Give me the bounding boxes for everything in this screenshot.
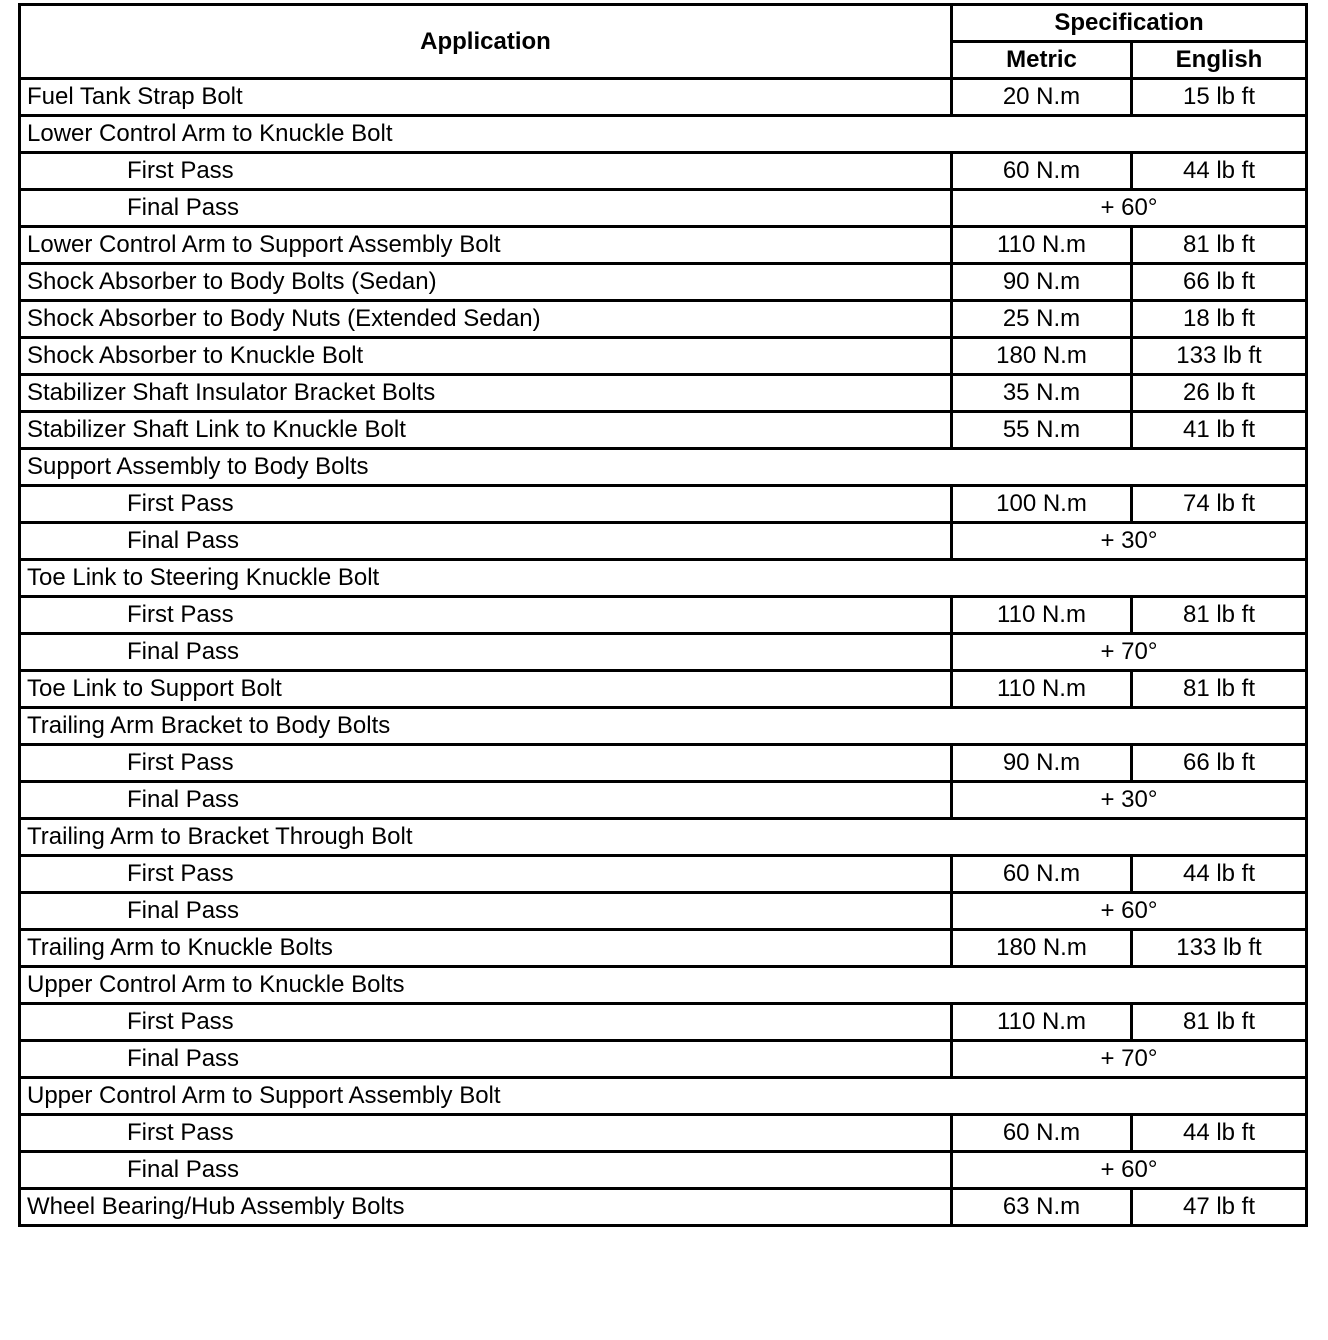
english-value-cell: 44 lb ft	[1132, 856, 1307, 893]
application-cell: First Pass	[20, 1115, 952, 1152]
english-value-cell: 81 lb ft	[1132, 227, 1307, 264]
group-application-cell: Support Assembly to Body Bolts	[20, 449, 1307, 486]
application-cell: Final Pass	[20, 782, 952, 819]
table-row	[20, 190, 1307, 227]
table-row	[20, 153, 1307, 190]
english-value-cell: 66 lb ft	[1132, 745, 1307, 782]
table-row	[20, 893, 1307, 930]
angle-spec-cell: + 70°	[952, 1041, 1307, 1078]
table-row	[20, 930, 1307, 967]
application-cell: Stabilizer Shaft Insulator Bracket Bolts	[20, 375, 952, 412]
metric-value-cell: 60 N.m	[952, 1115, 1132, 1152]
metric-value-cell: 55 N.m	[952, 412, 1132, 449]
metric-value-cell: 25 N.m	[952, 301, 1132, 338]
metric-value-cell: 180 N.m	[952, 930, 1132, 967]
english-value-cell: 18 lb ft	[1132, 301, 1307, 338]
torque-spec-table	[18, 3, 1308, 1227]
english-header: English	[1132, 42, 1307, 79]
english-value-cell: 81 lb ft	[1132, 597, 1307, 634]
table-row	[20, 116, 1307, 153]
table-row	[20, 412, 1307, 449]
metric-value-cell: 110 N.m	[952, 597, 1132, 634]
table-row	[20, 967, 1307, 1004]
table-row	[20, 375, 1307, 412]
english-value-cell: 81 lb ft	[1132, 671, 1307, 708]
group-application-cell: Trailing Arm Bracket to Body Bolts	[20, 708, 1307, 745]
application-cell: First Pass	[20, 153, 952, 190]
metric-value-cell: 110 N.m	[952, 671, 1132, 708]
table-row	[20, 1189, 1307, 1226]
metric-value-cell: 60 N.m	[952, 856, 1132, 893]
group-application-cell: Toe Link to Steering Knuckle Bolt	[20, 560, 1307, 597]
metric-value-cell: 60 N.m	[952, 153, 1132, 190]
metric-value-cell: 110 N.m	[952, 1004, 1132, 1041]
angle-spec-cell: + 70°	[952, 634, 1307, 671]
english-value-cell: 74 lb ft	[1132, 486, 1307, 523]
table-row	[20, 449, 1307, 486]
table-row	[20, 1115, 1307, 1152]
group-application-cell: Upper Control Arm to Support Assembly Bolt	[20, 1078, 1307, 1115]
angle-spec-cell: + 60°	[952, 893, 1307, 930]
application-cell: First Pass	[20, 856, 952, 893]
metric-header: Metric	[952, 42, 1132, 79]
application-cell: First Pass	[20, 1004, 952, 1041]
table-row	[20, 338, 1307, 375]
english-value-cell: 47 lb ft	[1132, 1189, 1307, 1226]
english-value-cell: 15 lb ft	[1132, 79, 1307, 116]
application-cell: Wheel Bearing/Hub Assembly Bolts	[20, 1189, 952, 1226]
application-cell: Lower Control Arm to Support Assembly Bolt	[20, 227, 952, 264]
english-value-cell: 26 lb ft	[1132, 375, 1307, 412]
table-row	[20, 486, 1307, 523]
table-row	[20, 301, 1307, 338]
application-cell: First Pass	[20, 486, 952, 523]
table-row	[20, 227, 1307, 264]
english-value-cell: 133 lb ft	[1132, 338, 1307, 375]
application-cell: Shock Absorber to Knuckle Bolt	[20, 338, 952, 375]
specification-header: Specification	[952, 5, 1307, 42]
application-header: Application	[20, 5, 952, 79]
metric-value-cell: 90 N.m	[952, 745, 1132, 782]
table-row	[20, 1078, 1307, 1115]
application-cell: Final Pass	[20, 190, 952, 227]
table-row	[20, 782, 1307, 819]
metric-value-cell: 90 N.m	[952, 264, 1132, 301]
angle-spec-cell: + 30°	[952, 782, 1307, 819]
application-cell: Final Pass	[20, 634, 952, 671]
application-cell: Shock Absorber to Body Nuts (Extended Sedan)	[20, 301, 952, 338]
application-cell: Trailing Arm to Knuckle Bolts	[20, 930, 952, 967]
table-row	[20, 745, 1307, 782]
english-value-cell: 41 lb ft	[1132, 412, 1307, 449]
english-value-cell: 66 lb ft	[1132, 264, 1307, 301]
metric-value-cell: 20 N.m	[952, 79, 1132, 116]
metric-value-cell: 180 N.m	[952, 338, 1132, 375]
angle-spec-cell: + 30°	[952, 523, 1307, 560]
english-value-cell: 44 lb ft	[1132, 1115, 1307, 1152]
application-cell: First Pass	[20, 597, 952, 634]
english-value-cell: 81 lb ft	[1132, 1004, 1307, 1041]
application-cell: Final Pass	[20, 1041, 952, 1078]
angle-spec-cell: + 60°	[952, 190, 1307, 227]
metric-value-cell: 110 N.m	[952, 227, 1132, 264]
table-body	[20, 79, 1307, 1226]
table-row	[20, 634, 1307, 671]
application-cell: Final Pass	[20, 523, 952, 560]
metric-value-cell: 35 N.m	[952, 375, 1132, 412]
english-value-cell: 44 lb ft	[1132, 153, 1307, 190]
table-row	[20, 819, 1307, 856]
table-row	[20, 560, 1307, 597]
header-row-top	[20, 5, 1307, 42]
table-row	[20, 523, 1307, 560]
table-row	[20, 671, 1307, 708]
table-row	[20, 79, 1307, 116]
table-row	[20, 856, 1307, 893]
metric-value-cell: 100 N.m	[952, 486, 1132, 523]
table-row	[20, 708, 1307, 745]
table-row	[20, 264, 1307, 301]
application-cell: Final Pass	[20, 893, 952, 930]
application-cell: Shock Absorber to Body Bolts (Sedan)	[20, 264, 952, 301]
application-cell: Toe Link to Support Bolt	[20, 671, 952, 708]
table-header	[20, 5, 1307, 79]
application-cell: Fuel Tank Strap Bolt	[20, 79, 952, 116]
angle-spec-cell: + 60°	[952, 1152, 1307, 1189]
table-row	[20, 597, 1307, 634]
english-value-cell: 133 lb ft	[1132, 930, 1307, 967]
application-cell: Stabilizer Shaft Link to Knuckle Bolt	[20, 412, 952, 449]
table-row	[20, 1041, 1307, 1078]
application-cell: Final Pass	[20, 1152, 952, 1189]
group-application-cell: Lower Control Arm to Knuckle Bolt	[20, 116, 1307, 153]
table-row	[20, 1152, 1307, 1189]
application-cell: First Pass	[20, 745, 952, 782]
group-application-cell: Trailing Arm to Bracket Through Bolt	[20, 819, 1307, 856]
metric-value-cell: 63 N.m	[952, 1189, 1132, 1226]
table-row	[20, 1004, 1307, 1041]
group-application-cell: Upper Control Arm to Knuckle Bolts	[20, 967, 1307, 1004]
